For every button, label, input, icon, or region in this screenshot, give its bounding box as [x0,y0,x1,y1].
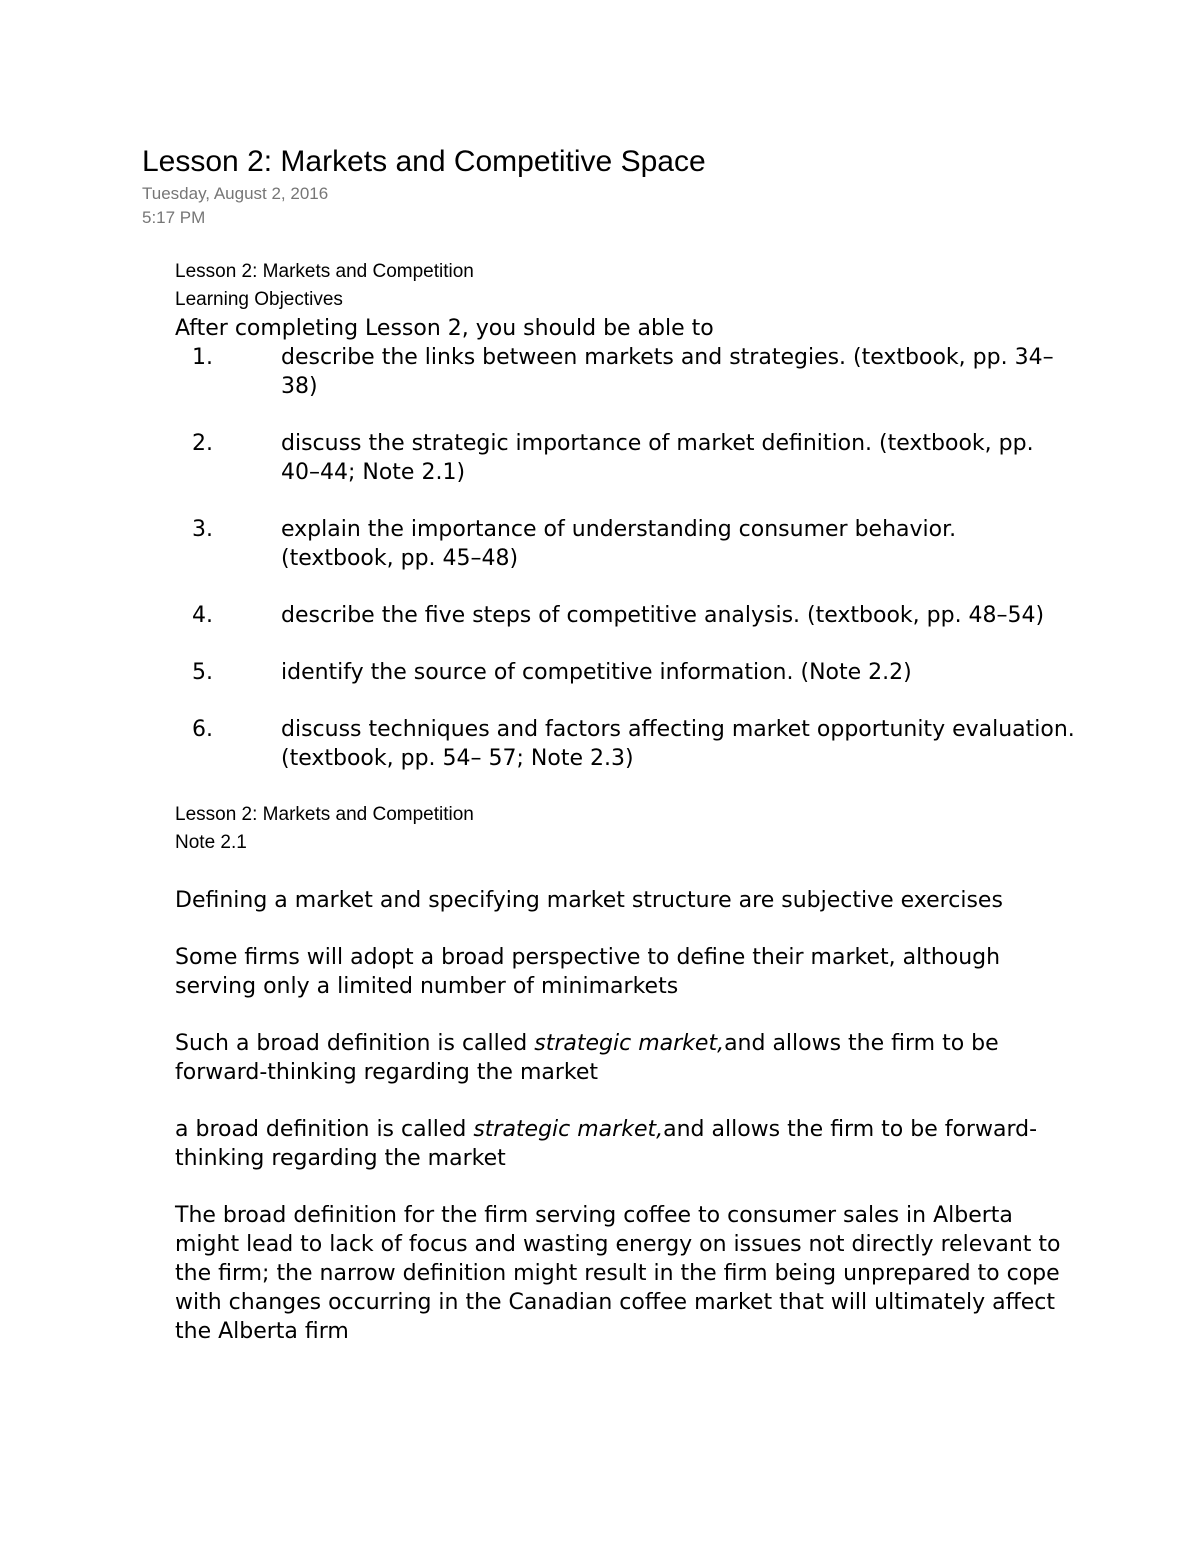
section-heading: Lesson 2: Markets and Competition [175,804,474,825]
note-content [175,258,1075,1374]
objectives-intro: After completing Lesson 2, you should be able to [175,316,714,341]
paragraph-text: and allows the firm to be forward-thinking regarding the market [175,1031,999,1085]
list-item-text: discuss the strategic importance of market definition. (textbook, pp. 40–44; Note 2.1) [281,431,1034,485]
list-number: 4. [192,603,213,628]
list-item [175,715,1075,773]
page-time: 5:17 PM [142,208,206,227]
list-item-text: discuss techniques and factors affecting market opportunity evaluation. (textbook, pp. 54– 57; Note 2.3) [281,717,1075,771]
list-item [175,601,1075,630]
page-title: Lesson 2: Markets and Competitive Space [142,145,706,178]
paragraph: Defining a market and specifying market structure are subjective exercises [175,888,1003,913]
paragraph-text: Such a broad definition is called [175,1031,535,1056]
note-section [175,801,1075,1346]
list-item-text: describe the five steps of competitive analysis. (textbook, pp. 48–54) [281,603,1045,628]
paragraph: The broad definition for the firm serving coffee to consumer sales in Alberta might lead to lack of focus and wasting energy on issues not directly relevant to the firm; the narrow definition might result in the firm being unprepared to cope with changes occurring in the Canadian coffee market that will ultimately affect the Alberta firm [175,1203,1061,1344]
list-item-text: identify the source of competitive information. (Note 2.2) [281,660,912,685]
paragraph: Some firms will adopt a broad perspective to define their market, although serving only a limited number of minimarkets [175,945,1001,999]
list-item-text: explain the importance of understanding consumer behavior. (textbook, pp. 45–48) [281,517,957,571]
list-number: 3. [192,517,213,542]
list-item [175,343,1075,401]
list-item-text: describe the links between markets and strategies. (textbook, pp. 34–38) [281,345,1054,399]
list-number: 2. [192,431,213,456]
paragraph-text: a broad definition is called [175,1117,474,1142]
list-item [175,658,1075,687]
emphasis-term: strategic market, [473,1117,664,1142]
list-number: 1. [192,345,213,370]
section-heading: Lesson 2: Markets and Competition [175,261,474,282]
emphasis-term: strategic market, [534,1031,725,1056]
paragraph [175,1115,1065,1173]
page-date: Tuesday, August 2, 2016 [142,184,329,203]
section-subheading: Note 2.1 [175,832,247,853]
list-number: 6. [192,717,213,742]
list-item [175,515,1075,573]
list-item [175,429,1075,487]
paragraph [175,1029,1065,1087]
paragraph-text: and allows the firm to be forward-thinking regarding the market [175,1117,1038,1171]
objectives-list [175,343,1075,773]
list-number: 5. [192,660,213,685]
section-subheading: Learning Objectives [175,289,343,310]
